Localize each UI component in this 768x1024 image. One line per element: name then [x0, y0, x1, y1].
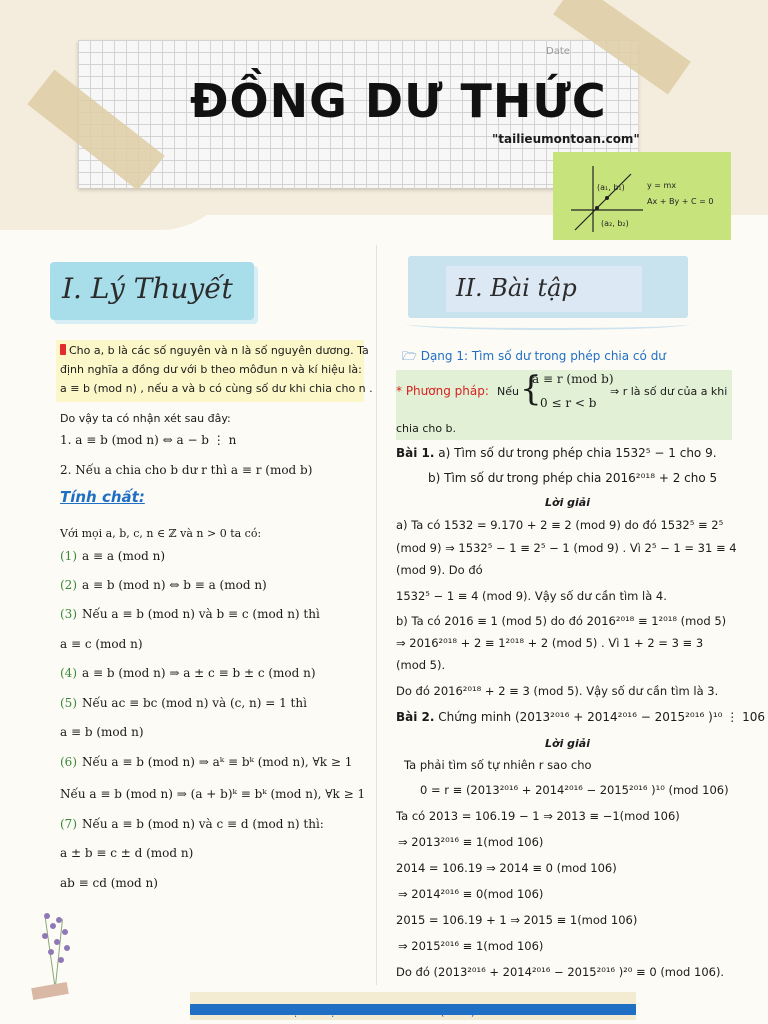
solution-2-line-2: 0 = r ≡ (2013²⁰¹⁶ + 2014²⁰¹⁶ − 2015²⁰¹⁶ )¹⁰ (mod 106)	[420, 783, 729, 797]
property-5-number: (5)	[60, 696, 77, 710]
solution-1-line-3: (mod 9). Do đó	[396, 563, 483, 577]
note-point-2: (a₁, b₁)	[597, 183, 625, 192]
solution-2-line-8: ⇒ 2015²⁰¹⁶ ≡ 1(mod 106)	[398, 939, 544, 953]
property-6-continued: Nếu a ≡ b (mod n) ⇒ (a + b)ᵏ ≡ bᵏ (mod n), ∀k ≥ 1	[60, 787, 366, 801]
property-5-continued: a ≡ b (mod n)	[60, 725, 144, 739]
property-1: a ≡ a (mod n)	[82, 549, 165, 563]
website-label: "tailieumontoan.com"	[492, 132, 640, 146]
solution-1-line-8: Do đó 2016²⁰¹⁸ + 2 ≡ 3 (mod 5). Vậy số dư cần tìm là 3.	[396, 684, 719, 698]
exercise-2: Bài 2. Chứng minh (2013²⁰¹⁶ + 2014²⁰¹⁶ − 2015²⁰¹⁶ )¹⁰ ⋮ 106	[396, 710, 765, 724]
solution-1-line-4: 1532⁵ − 1 ≡ 4 (mod 9). Vậy số dư cần tìm là 4.	[396, 589, 667, 603]
exercise-1-b: b) Tìm số dư trong phép chia 2016²⁰¹⁸ + 2 cho 5	[428, 471, 718, 485]
remark-1: 1. a ≡ b (mod n) ⇔ a − b ⋮ n	[60, 433, 237, 447]
property-4-number: (4)	[60, 666, 77, 680]
method-condition-2: 0 ≤ r < b	[540, 396, 597, 410]
property-3-number: (3)	[60, 607, 77, 621]
method-condition-1: a ≡ r (mod b)	[532, 372, 614, 386]
property-7-number: (7)	[60, 817, 77, 831]
properties-intro: Với mọi a, b, c, n ∈ ℤ và n > 0 ta có:	[60, 527, 262, 540]
solution-1-line-2: (mod 9) ⇒ 1532⁵ − 1 ≡ 2⁵ − 1 (mod 9) . Vì 2⁵ − 1 = 31 ≡ 4	[396, 541, 737, 555]
solution-2-line-9: Do đó (2013²⁰¹⁶ + 2014²⁰¹⁶ − 2015²⁰¹⁶ )²⁰ ≡ 0 (mod 106).	[396, 965, 725, 979]
definition-line-3: a ≡ b (mod n) , nếu a và b có cùng số dư khi chia cho n .	[60, 382, 373, 395]
property-7: Nếu a ≡ b (mod n) và c ≡ d (mod n) thì:	[82, 817, 324, 831]
sticky-note-graph	[553, 152, 731, 240]
solution-2-line-6: ⇒ 2014²⁰¹⁶ ≡ 0(mod 106)	[398, 887, 544, 901]
property-3: Nếu a ≡ b (mod n) và b ≡ c (mod n) thì	[82, 607, 320, 621]
graph-sketch-icon	[553, 152, 731, 240]
property-5: Nếu ac ≡ bc (mod n) và (c, n) = 1 thì	[82, 696, 307, 710]
solution-2-line-5: 2014 = 106.19 ⇒ 2014 ≡ 0 (mod 106)	[396, 861, 617, 875]
page-title: ĐỒNG DƯ THỨC	[190, 74, 607, 128]
property-7-line-3: ab ≡ cd (mod n)	[60, 876, 158, 890]
exercise-1-a: Bài 1. a) Tìm số dư trong phép chia 1532⁵ − 1 cho 9.	[396, 446, 717, 460]
date-label: Date	[546, 46, 570, 57]
solution-1-line-6: ⇒ 2016²⁰¹⁸ + 2 ≡ 1²⁰¹⁸ + 2 (mod 5) . Vì 1 + 2 = 3 ≡ 3	[396, 636, 704, 650]
heading-wave-decoration	[406, 318, 690, 330]
properties-heading: Tính chất:	[60, 488, 145, 506]
remark-intro: Do vậy ta có nhận xét sau đây:	[60, 412, 231, 425]
solution-2-line-3: Ta có 2013 = 106.19 − 1 ⇒ 2013 ≡ −1(mod 106)	[396, 809, 680, 823]
definition-line-1: Cho a, b là các số nguyên và n là số nguyên dương. Ta	[60, 344, 369, 358]
property-2-number: (2)	[60, 578, 77, 592]
column-divider	[376, 245, 377, 985]
note-formula-general: Ax + By + C = 0	[647, 197, 714, 206]
type-1-heading: 🗁 Dạng 1: Tìm số dư trong phép chia có dư	[402, 349, 666, 363]
theory-heading-box	[50, 262, 254, 320]
exercise-heading-box	[446, 266, 642, 312]
solution-1-line-1: a) Ta có 1532 = 9.170 + 2 ≡ 2 (mod 9) do đó 1532⁵ ≡ 2⁵	[396, 518, 724, 532]
method-if: Nếu	[497, 385, 519, 398]
note-point-1: (a₂, b₂)	[601, 219, 629, 228]
solution-2-line-4: ⇒ 2013²⁰¹⁶ ≡ 1(mod 106)	[398, 835, 544, 849]
property-2: a ≡ b (mod n) ⇔ b ≡ a (mod n)	[82, 578, 267, 592]
exclamation-icon	[60, 344, 66, 355]
exclamation-right-icon	[190, 1004, 636, 1015]
solution-1-line-5: b) Ta có 2016 ≡ 1 (mod 5) do đó 2016²⁰¹⁸ ≡ 1²⁰¹⁸ (mod 5)	[396, 614, 727, 628]
property-6: Nếu a ≡ b (mod n) ⇒ aᵏ ≡ bᵏ (mod n), ∀k ≥ 1	[82, 755, 353, 769]
folder-icon: 🗁	[402, 349, 421, 363]
definition-line-2: định nghĩa a đồng dư với b theo môđun n và kí hiệu là:	[60, 363, 362, 376]
method-conclusion: ⇒ r là số dư của a khi	[610, 385, 728, 398]
solution-2-heading: Lời giải	[545, 737, 591, 750]
solution-2-line-7: 2015 = 106.19 + 1 ⇒ 2015 ≡ 1(mod 106)	[396, 913, 638, 927]
property-7-line-2: a ± b ≡ c ± d (mod n)	[60, 846, 194, 860]
solution-2-line-1: Ta phải tìm số tự nhiên r sao cho	[404, 758, 592, 772]
solution-1-heading: Lời giải	[545, 496, 591, 509]
remark-2: 2. Nếu a chia cho b dư r thì a ≡ r (mod b)	[60, 463, 313, 477]
exercise-heading: II. Bài tập	[456, 274, 577, 302]
note-formula-line: y = mx	[647, 181, 677, 190]
method-end: chia cho b.	[396, 422, 457, 435]
property-6-number: (6)	[60, 755, 77, 769]
property-3-continued: a ≡ c (mod n)	[60, 637, 143, 651]
system-brace-icon: {	[520, 369, 542, 409]
property-1-number: (1)	[60, 549, 77, 563]
solution-1-line-7: (mod 5).	[396, 658, 446, 672]
property-4: a ≡ b (mod n) ⇒ a ± c ≡ b ± c (mod n)	[82, 666, 316, 680]
contact-footer	[190, 992, 636, 1020]
theory-heading: I. Lý Thuyết	[62, 272, 233, 305]
method-label: * Phương pháp:	[396, 384, 489, 398]
